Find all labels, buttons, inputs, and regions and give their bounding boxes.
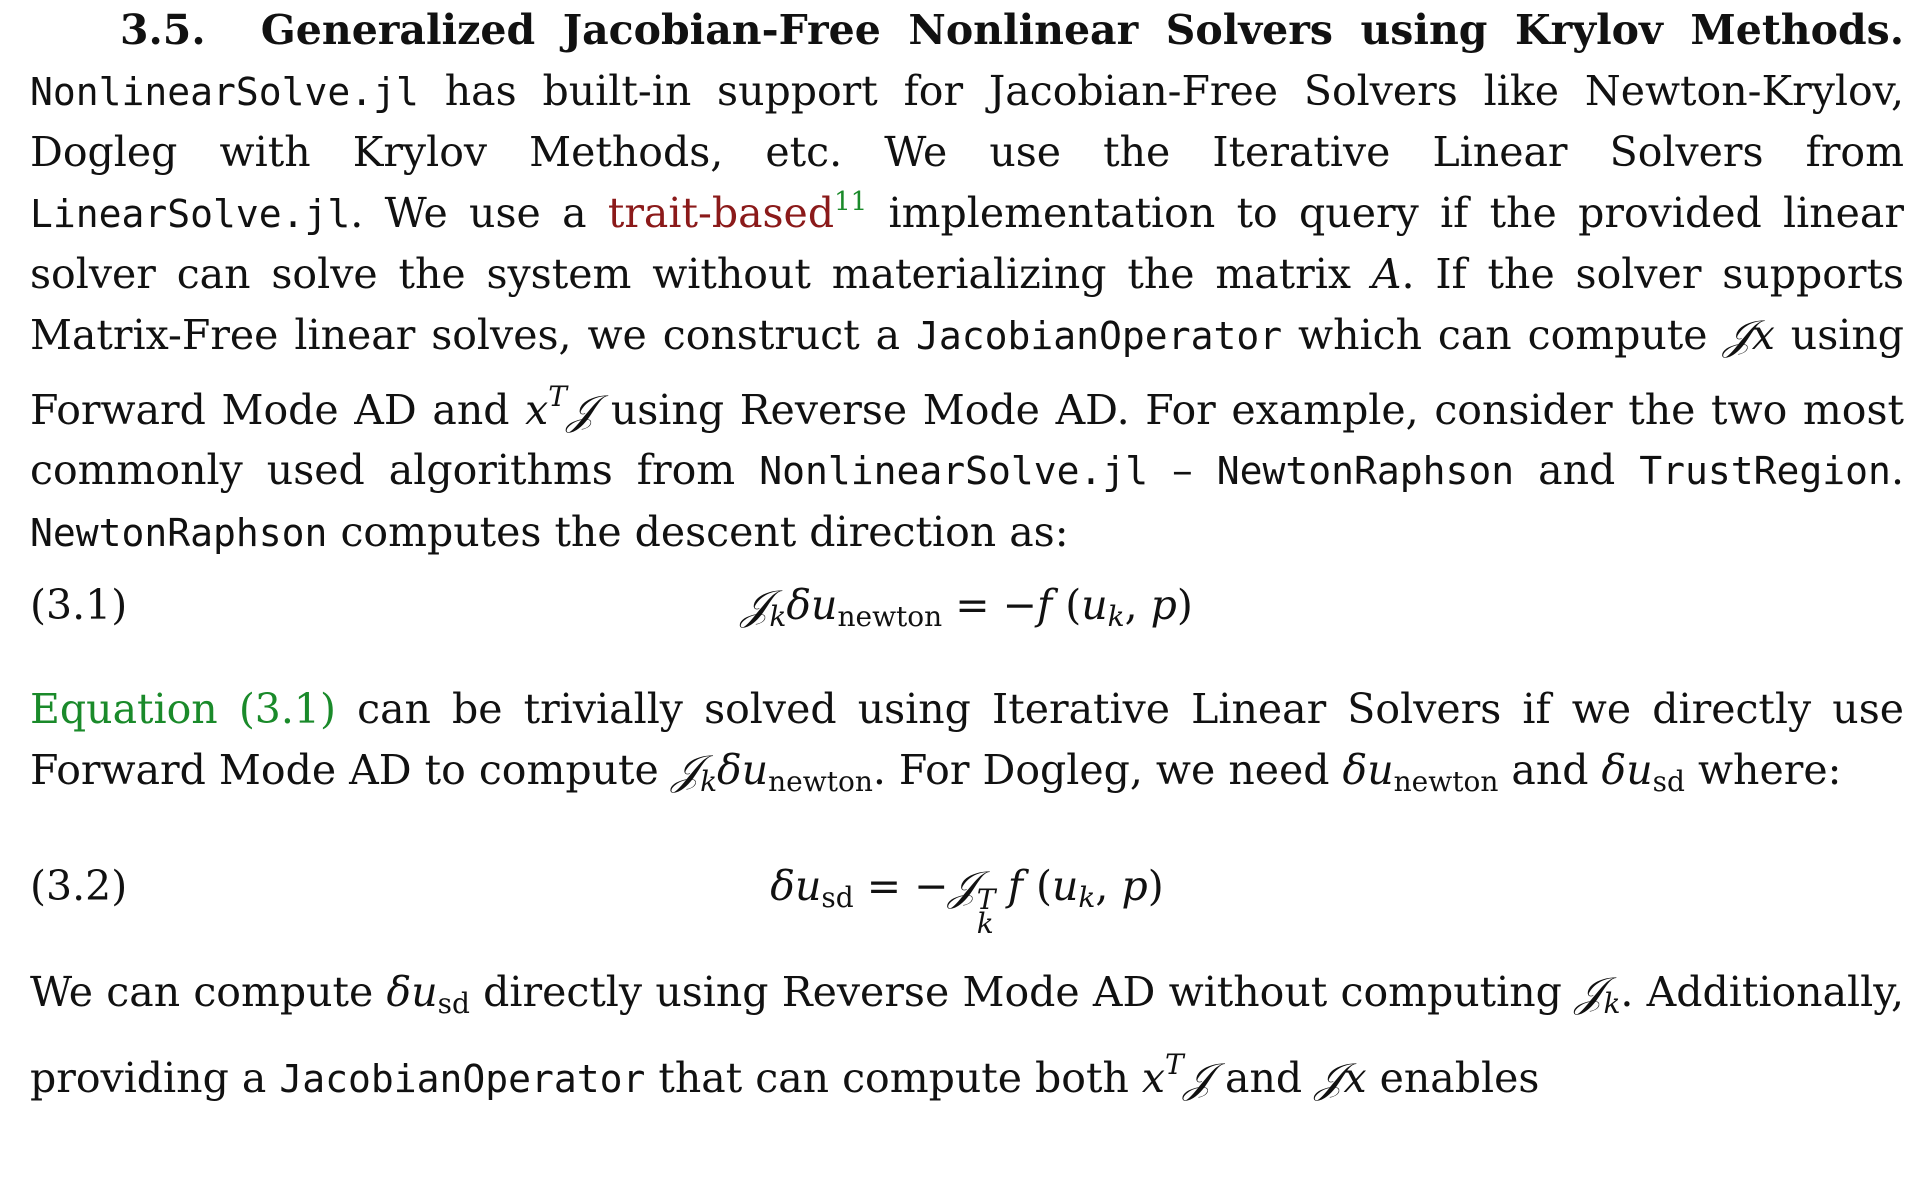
math-xtj: $x^T𝒥$ (525, 379, 596, 434)
math-du-newton: $\delta u_{newton}$ (1342, 745, 1499, 798)
package-name: NonlinearSolve.jl (30, 69, 419, 114)
body-text: computes the descent direction as: (327, 507, 1069, 556)
code-identifier: TrustRegion (1639, 449, 1891, 494)
equation-3-1 (30, 545, 1904, 665)
section-heading (120, 6, 1904, 54)
section-number: 3.5. (120, 6, 206, 54)
math-du-sd: $\delta u_{sd}$ (386, 968, 470, 1021)
math-jk: 𝒥k (1575, 968, 1621, 1021)
body-text: . We use a (350, 188, 608, 237)
math-jx: 𝒥x (1723, 310, 1775, 359)
math-du-sd: $\delta u_{sd}$ (1601, 745, 1685, 798)
package-name: LinearSolve.jl (30, 191, 351, 236)
body-text: which can compute (1282, 310, 1724, 359)
trait-based-link[interactable]: trait-based (607, 188, 835, 237)
body-text: . Additionally, providing a (30, 968, 1904, 1102)
equation-number: (3.1) (30, 581, 128, 629)
body-text: using Forward Mode AD and (30, 310, 1905, 434)
math-jx: 𝒥x (1315, 1053, 1367, 1102)
body-text: and (1498, 745, 1602, 794)
math-xtj: $x^T𝒥$ (1141, 1047, 1212, 1102)
body-text: enables (1366, 1053, 1540, 1102)
equation-body: $\delta u_{sd}$ = −𝒥 T k f (uk, p) (770, 862, 1164, 941)
code-identifier: JacobianOperator (916, 313, 1283, 358)
body-text: can be trivially solved using Iterative Linear Solvers if we directly use Forward Mode AD to compute (30, 685, 1904, 794)
footnote-marker[interactable]: 11 (834, 187, 868, 218)
body-text: . If the solver supports Matrix-Free linear solves, we construct a (30, 250, 1905, 359)
body-text: directly using Reverse Mode AD without computing (469, 968, 1576, 1017)
paper-page (30, 0, 1904, 1109)
body-text: . For Dogleg, we need (872, 745, 1343, 794)
section-paragraph (30, 0, 1905, 556)
equation-number: (3.2) (30, 862, 128, 911)
section-title: Generalized Jacobian-Free Nonlinear Solvers using Krylov Methods. (260, 6, 1904, 54)
equation-3-2 (30, 826, 1904, 946)
body-text: – (1148, 446, 1217, 495)
paragraph-2 (30, 679, 1904, 812)
math-jk-du-newton: 𝒥kδu$_{newton}$ (671, 745, 873, 798)
body-text: has built-in support for Jacobian-Free Solvers like Newton-Krylov, Dogleg with Krylov Methods, etc. We use the Iterative Linear Solvers from (30, 66, 1904, 177)
body-text: using Reverse Mode AD. For example, consider the two most commonly used algorithms from (30, 385, 1904, 495)
math-symbol: A (1371, 250, 1402, 299)
body-text: and (1212, 1053, 1316, 1102)
body-text: implementation to query if the provided linear solver can solve the system without materializing the matrix (30, 188, 1904, 299)
body-text: where: (1684, 745, 1842, 794)
code-identifier: JacobianOperator (279, 1056, 646, 1101)
package-name: NonlinearSolve.jl (759, 449, 1149, 494)
body-text: . (1890, 446, 1904, 495)
code-identifier: NewtonRaphson (1216, 449, 1515, 494)
paragraph-3 (30, 962, 1904, 1109)
body-text: and (1514, 446, 1640, 495)
body-text: We can compute (30, 968, 387, 1017)
equation-reference-link[interactable]: Equation (3.1) (30, 685, 337, 733)
body-text: that can compute both (645, 1053, 1142, 1102)
equation-body: 𝒥kδu$_{newton}$ = −f (uk, p) (741, 581, 1193, 633)
code-identifier: NewtonRaphson (30, 510, 328, 555)
